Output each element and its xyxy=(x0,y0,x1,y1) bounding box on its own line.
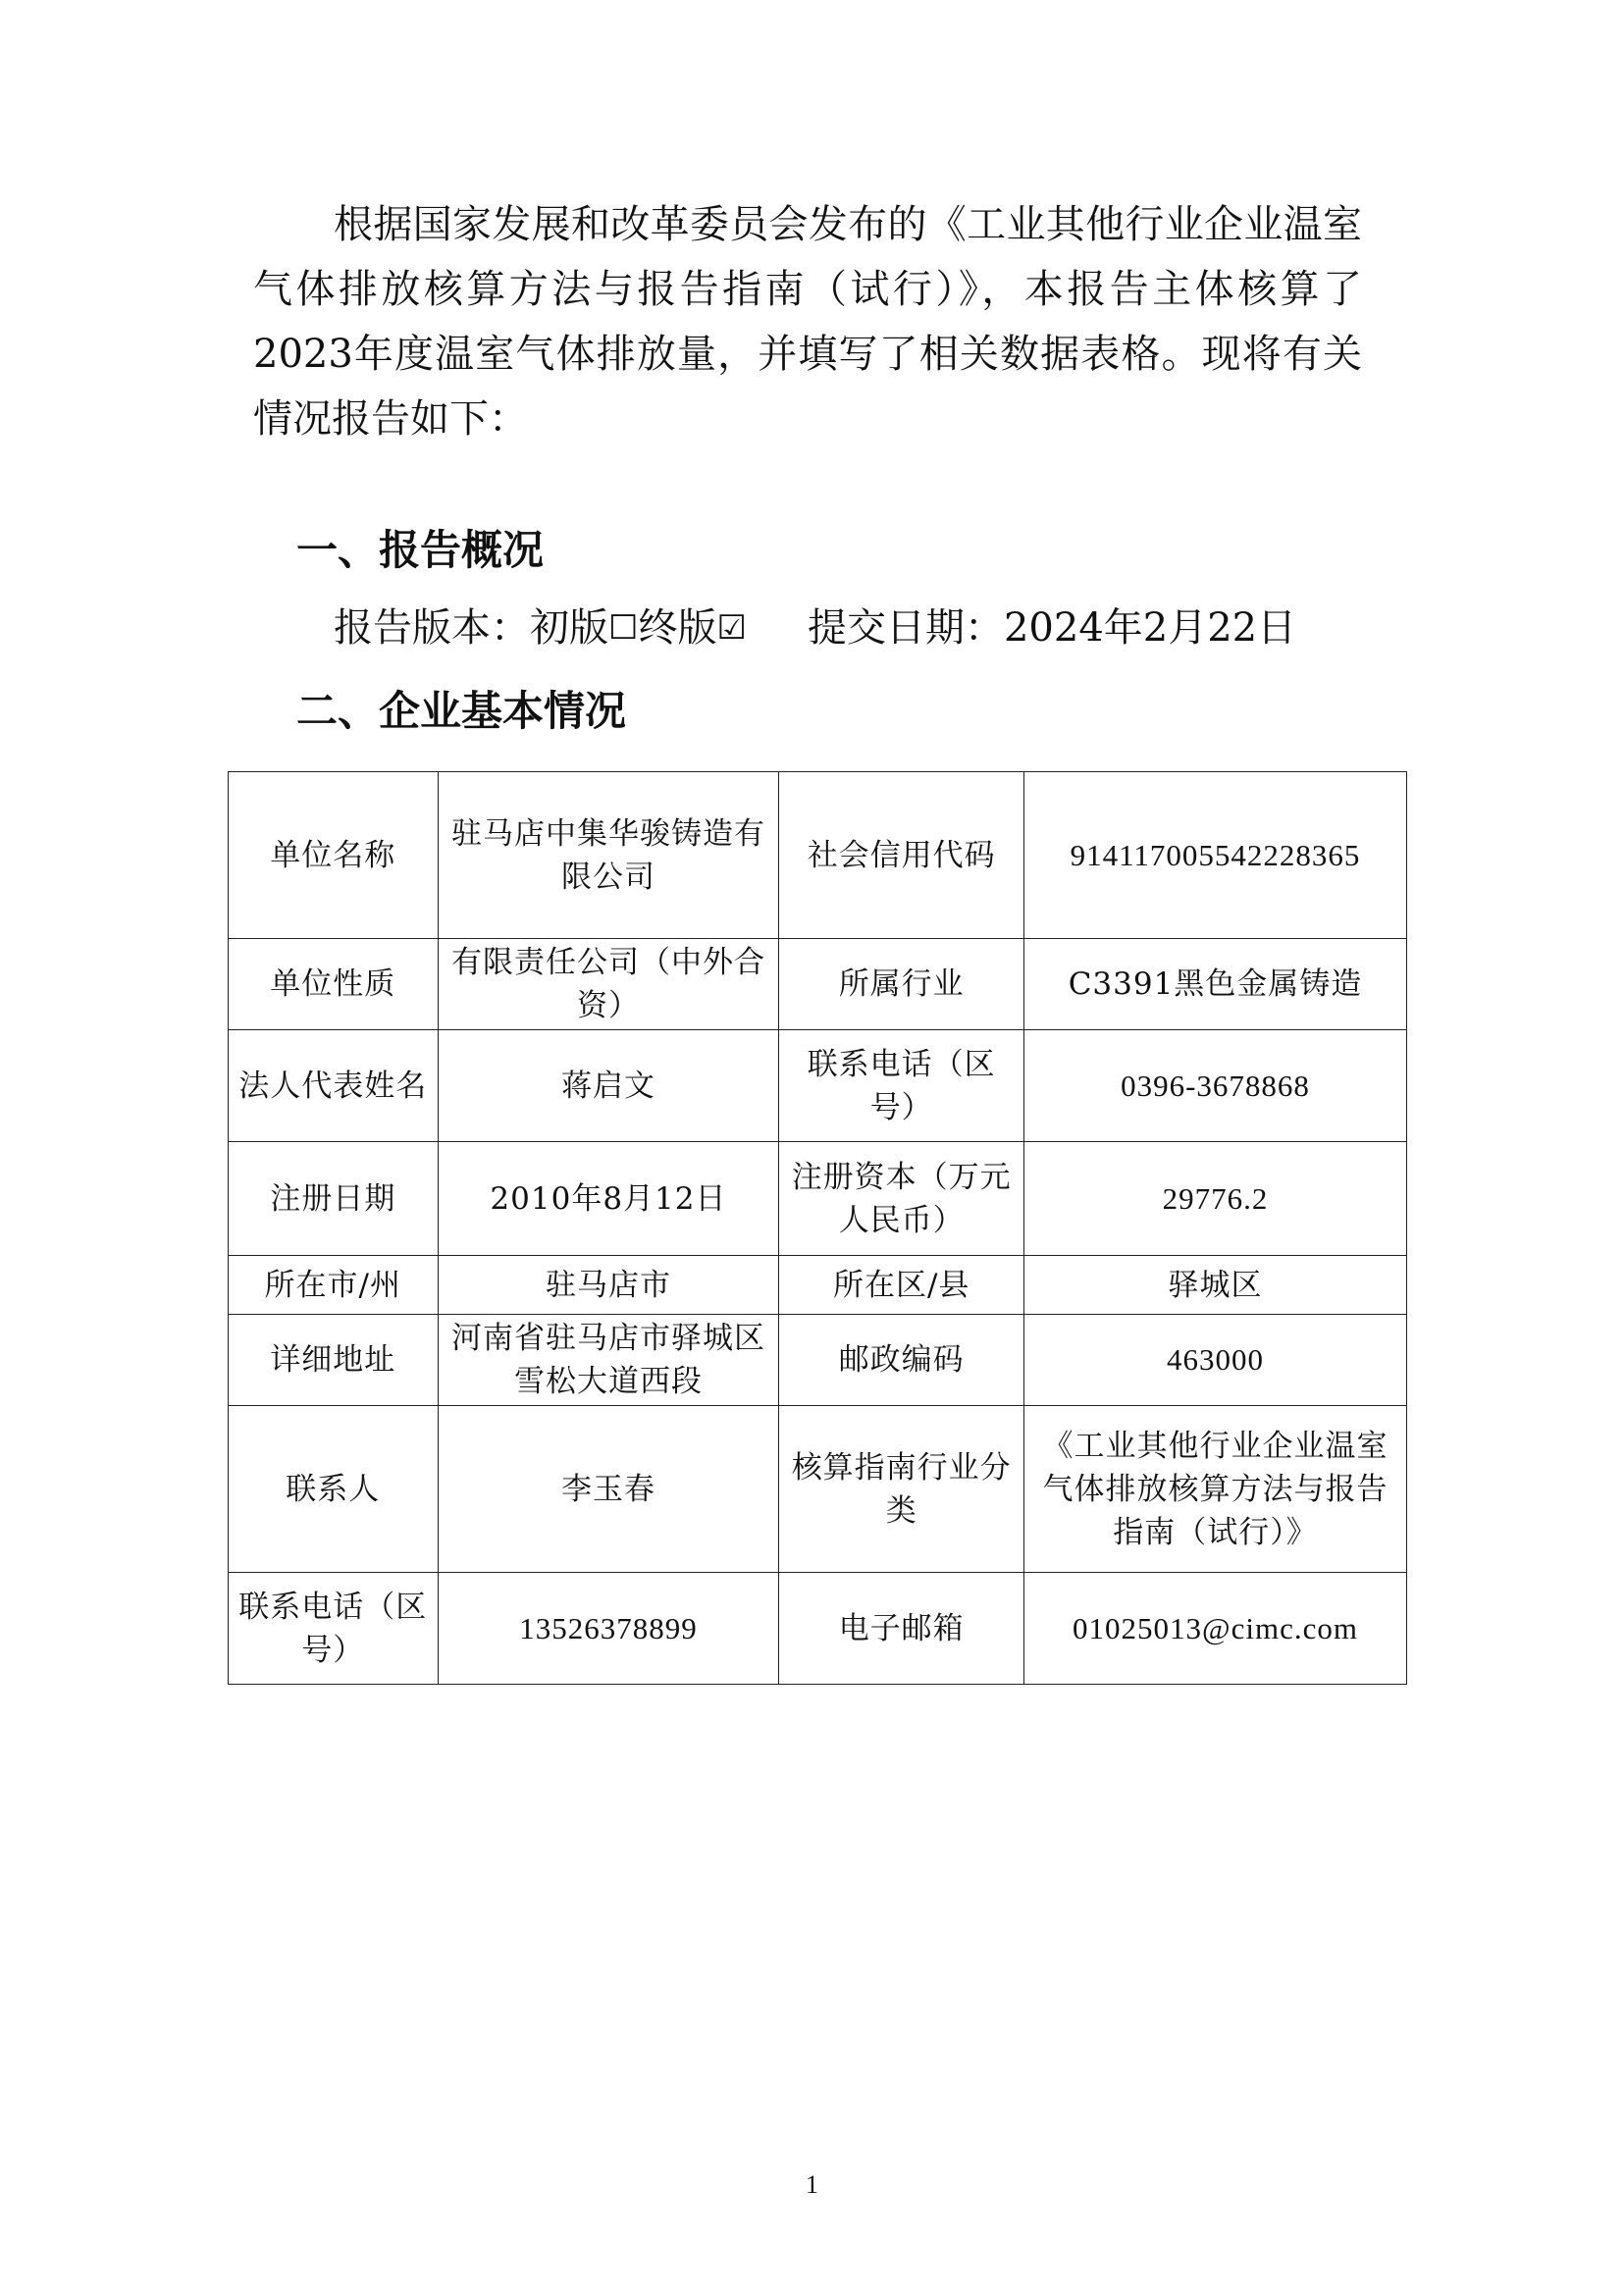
row-label: 单位名称 xyxy=(229,772,439,939)
row-value: 2010年8月12日 xyxy=(438,1142,779,1256)
submit-date-value: 2024年2月22日 xyxy=(1003,605,1297,651)
unchecked-box-icon: ☐ xyxy=(608,608,639,648)
row-value: 有限责任公司（中外合资） xyxy=(438,939,779,1030)
row-label: 法人代表姓名 xyxy=(229,1030,439,1142)
row-label: 社会信用代码 xyxy=(779,772,1024,939)
table-row xyxy=(229,1315,1407,1406)
row-value: 01025013@cimc.com xyxy=(1024,1573,1407,1685)
row-value: 驻马店市 xyxy=(438,1256,779,1315)
row-label: 邮政编码 xyxy=(779,1315,1024,1406)
section-heading-company-info: 二、企业基本情况 xyxy=(296,687,627,735)
version-initial-label: 初版 xyxy=(530,605,608,651)
row-label: 联系电话（区号） xyxy=(779,1030,1024,1142)
row-label: 所在区/县 xyxy=(779,1256,1024,1315)
row-label: 详细地址 xyxy=(229,1315,439,1406)
table-row xyxy=(229,1406,1407,1573)
row-value: 驿城区 xyxy=(1024,1256,1407,1315)
row-value: 29776.2 xyxy=(1024,1142,1407,1256)
row-label: 电子邮箱 xyxy=(779,1573,1024,1685)
row-value: 914117005542228365 xyxy=(1024,772,1407,939)
page-number: 1 xyxy=(806,2170,818,2199)
row-value: 463000 xyxy=(1024,1315,1407,1406)
row-value: 李玉春 xyxy=(438,1406,779,1573)
row-label: 所属行业 xyxy=(779,939,1024,1030)
intro-paragraph: 根据国家发展和改革委员会发布的《工业其他行业企业温室气体排放核算方法与报告指南（试行）》，本报告主体核算了2023年度温室气体排放量，并填写了相关数据表格。现将有关情况报告如下： xyxy=(253,202,1362,442)
row-value: 13526378899 xyxy=(438,1573,779,1685)
row-label: 联系人 xyxy=(229,1406,439,1573)
table-row xyxy=(229,1142,1407,1256)
row-value: 蒋启文 xyxy=(438,1030,779,1142)
row-label: 注册资本（万元人民币） xyxy=(779,1142,1024,1256)
version-final-label: 终版 xyxy=(638,605,717,651)
row-value: 驻马店中集华骏铸造有限公司 xyxy=(438,772,779,939)
row-label: 联系电话（区号） xyxy=(229,1573,439,1685)
submit-date-label: 提交日期： xyxy=(807,605,1004,651)
table-row xyxy=(229,939,1407,1030)
row-label: 所在市/州 xyxy=(229,1256,439,1315)
row-label: 单位性质 xyxy=(229,939,439,1030)
company-info-table xyxy=(228,771,1407,1685)
checked-box-icon: ☑ xyxy=(716,608,747,648)
table-row xyxy=(229,1030,1407,1142)
report-version-line xyxy=(334,600,1296,655)
row-value: 《工业其他行业企业温室气体排放核算方法与报告指南（试行）》 xyxy=(1024,1406,1407,1573)
version-label: 报告版本： xyxy=(334,605,530,651)
row-value: 0396-3678868 xyxy=(1024,1030,1407,1142)
table-row xyxy=(229,1573,1407,1685)
row-value: C3391黑色金属铸造 xyxy=(1024,939,1407,1030)
section-heading-report-overview: 一、报告概况 xyxy=(296,526,545,574)
row-label: 注册日期 xyxy=(229,1142,439,1256)
row-label: 核算指南行业分类 xyxy=(779,1406,1024,1573)
row-value: 河南省驻马店市驿城区雪松大道西段 xyxy=(438,1315,779,1406)
table-row xyxy=(229,1256,1407,1315)
table-row xyxy=(229,772,1407,939)
